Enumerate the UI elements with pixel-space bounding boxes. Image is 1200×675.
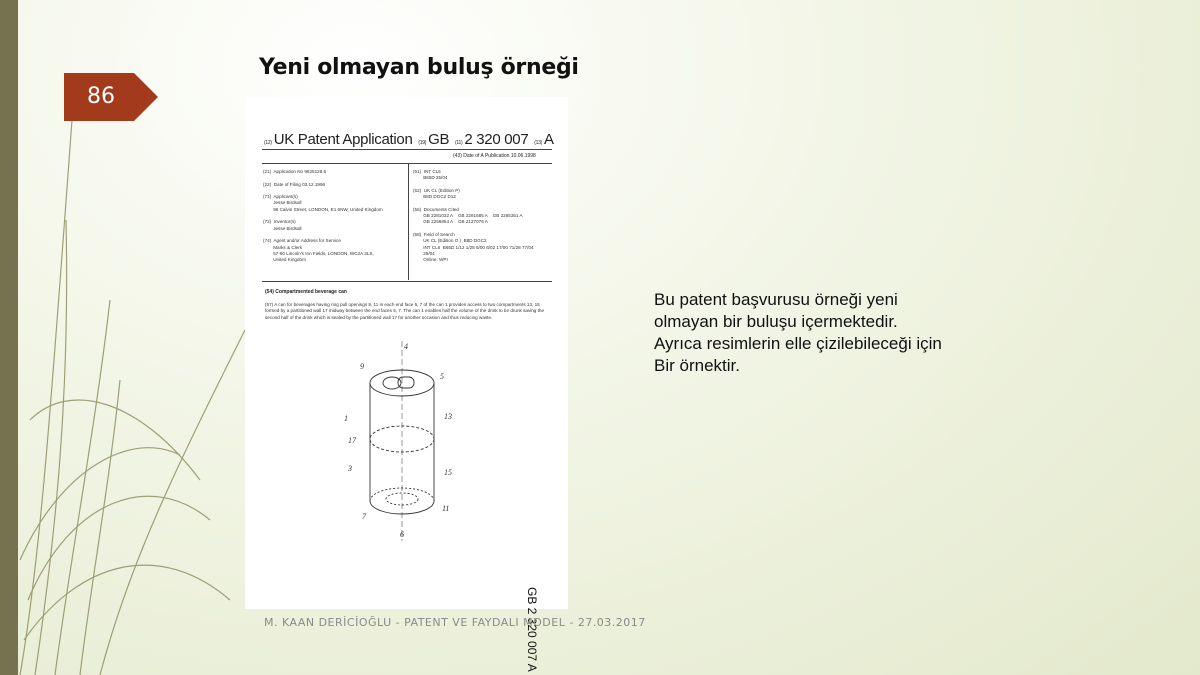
body-line: Bu patent başvurusu örneği yeni — [654, 290, 898, 309]
patent-country: GB — [428, 131, 450, 148]
patent-title: UK Patent Application — [273, 131, 413, 148]
label-11: 11 — [442, 504, 450, 513]
body-line: olmayan bir buluşu içermektedir. — [654, 312, 898, 331]
label-3: 3 — [348, 464, 352, 473]
patent-number: 2 320 007 — [464, 131, 529, 148]
slide-footer: M. KAAN DERİCİOĞLU - PATENT VE FAYDALI MODEL - 27.03.2017 — [264, 616, 646, 629]
patent-header: (12) UK Patent Application (19) GB (11) 2 320 007 (13) A — [264, 131, 554, 148]
label-15: 15 — [444, 468, 452, 477]
label-9: 9 — [360, 362, 364, 371]
patent-abstract: (57) A can for beverages having ring pull openings 9, 11 in each end face 5, 7 of the can 1 provides access to two compartments 13, 15 formed by a partitioned wall 17 midway between the end faces 5, 7. The can 1 enables half the volume of the drink to be drunk saving the second half of the drink which is sealed by the partitioned wall 17 for another occasion and thus reducing waste. — [265, 302, 545, 320]
header-rule-2 — [262, 163, 552, 164]
slide-body-text — [654, 289, 942, 377]
label-17: 17 — [348, 436, 356, 445]
slide-title: Yeni olmayan buluş örneği — [259, 55, 579, 80]
label-1: 1 — [344, 414, 348, 423]
label-7: 7 — [362, 512, 366, 521]
patent-side-number: GB 2 320 007 A — [525, 587, 539, 672]
patent-kind: A — [543, 131, 554, 148]
label-4: 4 — [404, 342, 408, 351]
body-line: Bir örnektir. — [654, 356, 740, 375]
column-divider — [408, 163, 409, 280]
slide-number: 86 — [87, 84, 115, 109]
patent-publication-date: (43) Date of A Publication 10.06.1998 — [453, 153, 536, 159]
body-line: Ayrıca resimlerin elle çizilebileceği için — [654, 334, 942, 353]
patent-left-fields: (21) Application No 9625128.5 (22) Date of Filing 03.12.1996 (71) Applicant(s) Jesse Birdsall 96 Calvin Street, LONDON, E1 6NW, United Kingdom (72) Inventor(s) Jesse Birdsall (74) Agent and/or Address for Service Marks & Clerk 57-60 Lincoln's Inn Fields, LONDON, WC2A 3LS, United Kingdom — [263, 169, 383, 263]
label-13: 13 — [444, 412, 452, 421]
label-5: 5 — [440, 372, 444, 381]
fields-bottom-rule — [262, 281, 552, 282]
label-6: 6 — [400, 530, 404, 539]
patent-right-fields: (51) INT CL6 B65D 25/04 (52) UK CL (Edition P) B8D DGC2 D12 (56) Documents Cited GB 2281032 A GB 2281685 A GB 2265351 A GB 2256854 A GB 2127076 A (58) Field of Search UK CL (Edition O ) B8D DGC2 INT CL6 B65D 1/12 1/28 6/00 6/02 17/00 71/28 77/04 25/04 Online: WPI — [413, 169, 534, 263]
patent-abstract-title: (54) Compartmented beverage can — [265, 289, 347, 295]
header-rule — [262, 149, 552, 150]
can-drawing — [340, 341, 470, 541]
